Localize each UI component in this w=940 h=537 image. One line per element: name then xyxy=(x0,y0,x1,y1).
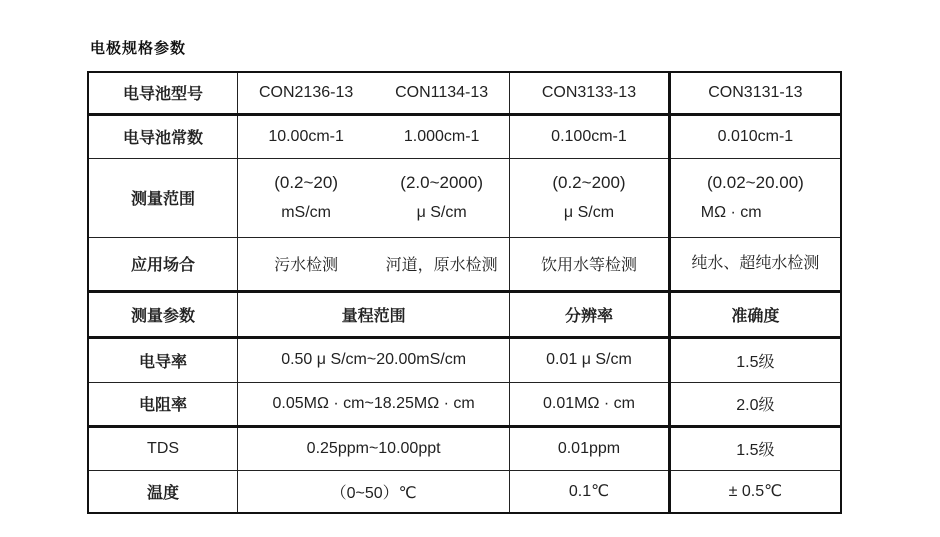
resolution-cell: 0.01 μ S/cm xyxy=(510,337,670,382)
range-con3131 xyxy=(669,158,841,237)
range-con1134 xyxy=(374,158,510,237)
model-row xyxy=(88,72,841,114)
row-label-model: 电导池型号 xyxy=(88,72,238,114)
section-title: 电极规格参数 xyxy=(90,39,187,57)
table-row xyxy=(88,426,841,470)
constant-con1134: 1.000cm-1 xyxy=(374,114,510,158)
constant-row xyxy=(88,114,841,158)
range-unit: μ S/cm xyxy=(563,203,615,221)
param-cell: 温度 xyxy=(88,470,238,513)
header-resolution: 分辨率 xyxy=(510,291,670,337)
param-cell: TDS xyxy=(88,426,238,470)
application-con3131: 纯水、超纯水检测 xyxy=(669,237,841,291)
accuracy-cell: ± 0.5℃ xyxy=(669,470,841,513)
application-con1134: 河道，原水检测 xyxy=(374,237,510,291)
measurement-header-row xyxy=(88,291,841,337)
range-unit: μ S/cm xyxy=(416,203,467,221)
accuracy-cell: 1.5级 xyxy=(669,337,841,382)
application-con2136: 污水检测 xyxy=(238,237,375,291)
application-con3133: 饮用水等检测 xyxy=(510,237,670,291)
range-con3133 xyxy=(510,158,670,237)
range-value: (0.2~20) xyxy=(274,172,338,192)
electrode-spec-table xyxy=(87,71,842,514)
model-con1134: CON1134-13 xyxy=(374,72,510,114)
application-row xyxy=(88,237,841,291)
range-cell: 0.05MΩ · cm~18.25MΩ · cm xyxy=(238,382,510,426)
constant-con3133: 0.100cm-1 xyxy=(510,114,670,158)
range-unit: mS/cm xyxy=(281,203,331,221)
model-con2136: CON2136-13 xyxy=(238,72,375,114)
param-cell: 电导率 xyxy=(88,337,238,382)
resolution-cell: 0.01MΩ · cm xyxy=(510,382,670,426)
param-cell: 电阻率 xyxy=(88,382,238,426)
constant-con3131: 0.010cm-1 xyxy=(669,114,841,158)
range-con2136 xyxy=(238,158,375,237)
header-accuracy: 准确度 xyxy=(669,291,841,337)
range-cell: 0.50 μ S/cm~20.00mS/cm xyxy=(238,337,510,382)
row-label-constant: 电导池常数 xyxy=(88,114,238,158)
range-cell: （0~50）℃ xyxy=(238,470,510,513)
range-unit: MΩ · cm xyxy=(700,203,762,221)
accuracy-cell: 1.5级 xyxy=(669,426,841,470)
range-row xyxy=(88,158,841,237)
table-row xyxy=(88,470,841,513)
model-con3131: CON3131-13 xyxy=(669,72,841,114)
row-label-application: 应用场合 xyxy=(88,237,238,291)
range-value: (0.2~200) xyxy=(552,172,626,192)
accuracy-cell: 2.0级 xyxy=(669,382,841,426)
range-cell: 0.25ppm~10.00ppt xyxy=(238,426,510,470)
range-value: (2.0~2000) xyxy=(400,172,483,192)
model-con3133: CON3133-13 xyxy=(510,72,670,114)
resolution-cell: 0.1℃ xyxy=(510,470,670,513)
header-param: 测量参数 xyxy=(88,291,238,337)
table-row xyxy=(88,337,841,382)
row-label-range: 测量范围 xyxy=(88,158,238,237)
header-range: 量程范围 xyxy=(238,291,510,337)
constant-con2136: 10.00cm-1 xyxy=(238,114,375,158)
resolution-cell: 0.01ppm xyxy=(510,426,670,470)
table-row xyxy=(88,382,841,426)
range-value: (0.02~20.00) xyxy=(706,172,804,192)
